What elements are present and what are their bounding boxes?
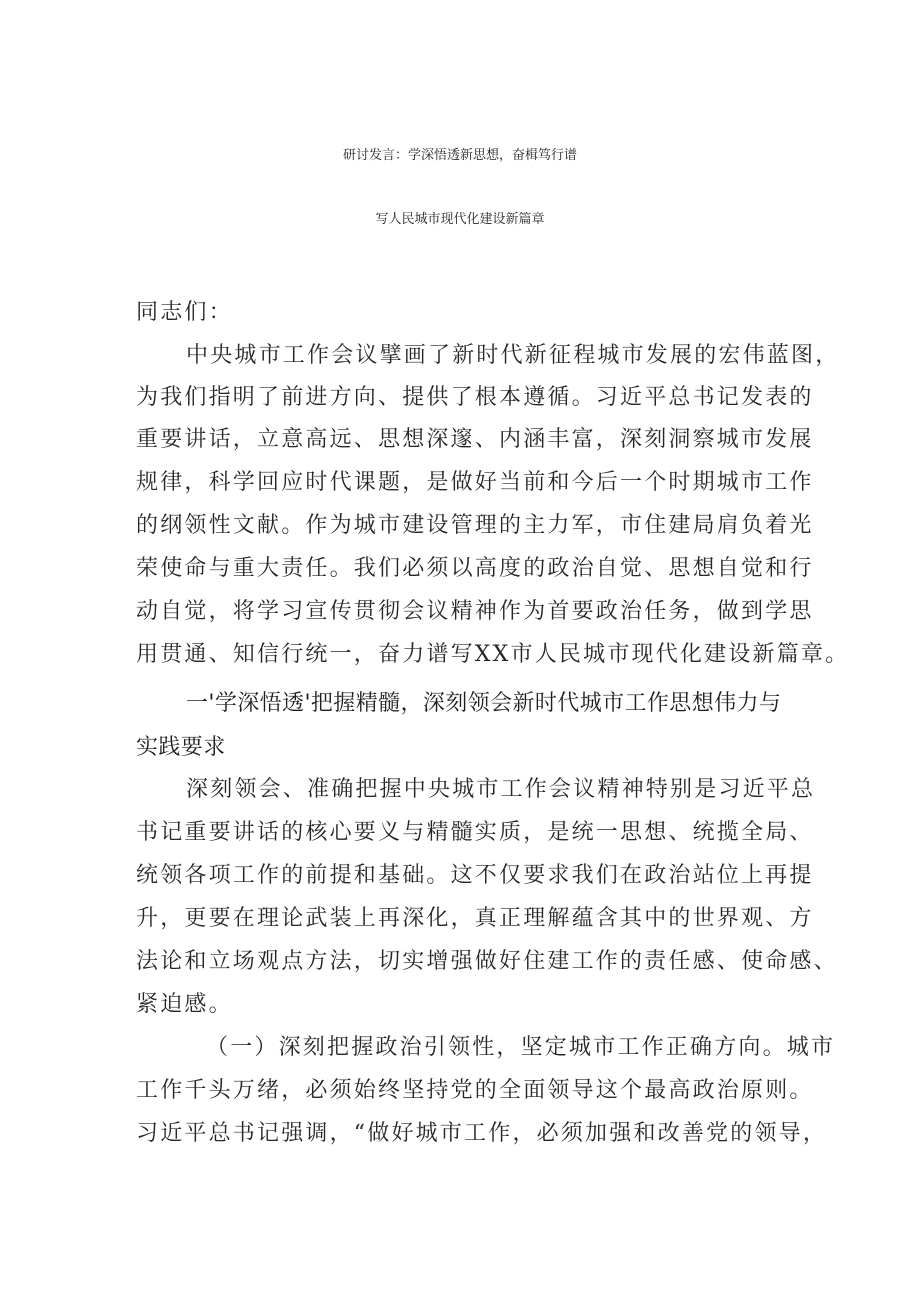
paragraph-1-line: 的纲领性文献。作为城市建设管理的主力军，市住建局肩负着光 (136, 513, 814, 538)
paragraph-2-line: 统领各项工作的前提和基础。这不仅要求我们在政治站位上再提 (136, 863, 814, 888)
document-title-line-1: 研讨发言：学深悟透新思想，奋楫笃行谱 (342, 148, 577, 163)
paragraph-1-line: 用贯通、知信行统一，奋力谱写XX市人民城市现代化建设新篇章。 (136, 642, 850, 667)
paragraph-1-line: 中央城市工作会议擘画了新时代新征程城市发展的宏伟蓝图， (186, 343, 840, 368)
paragraph-3-line: 工作千头万绪，必须始终坚持党的全面领导这个最高政治原则。 (136, 1078, 814, 1103)
paragraph-3-line: （一）深刻把握政治引领性，坚定城市工作正确方向。城市 (206, 1035, 836, 1060)
paragraph-1-line: 为我们指明了前进方向、提供了根本遵循。习近平总书记发表的 (136, 385, 814, 410)
section-1-heading: 一'学深悟透'把握精髓，深刻领会新时代城市工作思想伟力与 (186, 691, 782, 716)
document-title-line-2: 写人民城市现代化建设新篇章 (375, 212, 545, 227)
paragraph-2-line: 升，更要在理论武装上再深化，真正理解蕴含其中的世界观、方 (136, 906, 814, 931)
paragraph-1-line: 重要讲话，立意高远、思想深邃、内涵丰富，深刻洞察城市发展 (136, 427, 814, 452)
paragraph-1-line: 动自觉，将学习宣传贯彻会议精神作为首要政治任务，做到学思 (136, 599, 814, 624)
paragraph-2-line: 紧迫感。 (136, 992, 233, 1017)
paragraph-1-line: 荣使命与重大责任。我们必须以高度的政治自觉、思想自觉和行 (136, 556, 814, 581)
paragraph-2-line: 书记重要讲话的核心要义与精髓实质，是统一思想、统揽全局、 (136, 820, 814, 845)
paragraph-2-line: 深刻领会、准确把握中央城市工作会议精神特别是习近平总 (186, 777, 816, 802)
section-1-heading-continued: 实践要求 (136, 735, 226, 760)
paragraph-3-line: 习近平总书记强调，“做好城市工作，必须加强和改善党的领导， (136, 1121, 828, 1146)
paragraph-2-line: 法论和立场观点方法，切实增强做好住建工作的责任感、使命感、 (136, 949, 838, 974)
paragraph-1-line: 规律，科学回应时代课题，是做好当前和今后一个时期城市工作 (136, 470, 814, 495)
salutation: 同志们： (136, 300, 233, 325)
